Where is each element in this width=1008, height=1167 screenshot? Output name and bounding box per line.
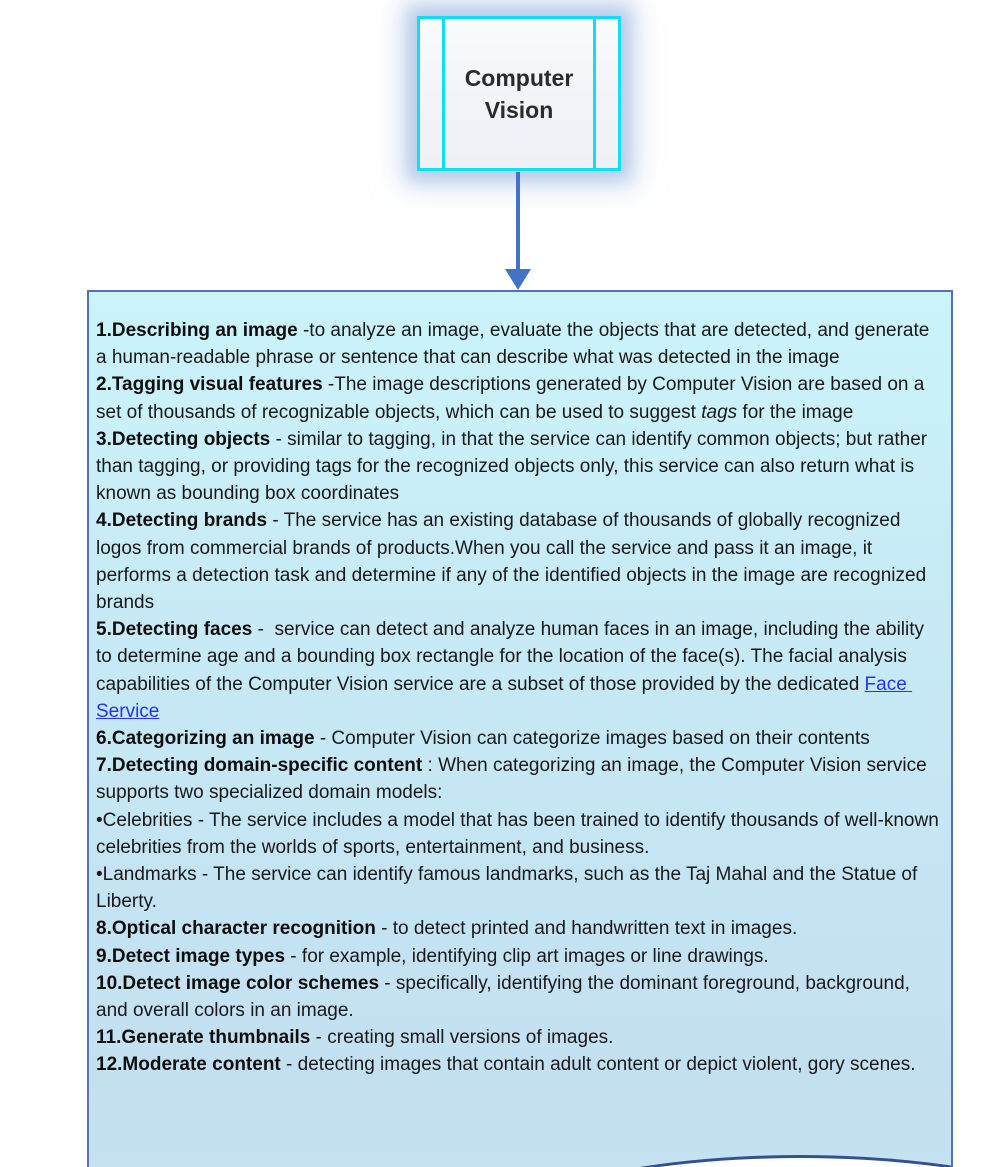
capability-item bbox=[96, 1051, 945, 1078]
capability-text: - Computer Vision can categorize images based on their contents bbox=[314, 728, 870, 750]
capability-item bbox=[96, 616, 945, 725]
capability-item bbox=[96, 970, 945, 1024]
capability-item bbox=[96, 752, 945, 806]
capability-label: 7.Detecting domain-specific content bbox=[96, 755, 423, 777]
capability-label: 11.Generate thumbnails bbox=[96, 1027, 311, 1049]
capability-text: - The service has an existing database of thousands of globally recognized logos from commercial brands of products.When you call the service and pass it an image, it performs a detection task and determine if any of the identified objects in the image are recognized brands bbox=[96, 510, 932, 614]
node-title: Computer Vision bbox=[464, 64, 574, 123]
capability-text: •Landmarks - The service can identify famous landmarks, such as the Taj Mahal and the Statue of Liberty. bbox=[96, 864, 923, 913]
capability-text: -The image descriptions generated by Computer Vision are based on a set of thousands of recognizable objects, which can be used to suggest bbox=[96, 374, 930, 423]
capability-bullet-landmarks bbox=[96, 861, 945, 915]
capability-label: 1.Describing an image bbox=[96, 320, 298, 341]
capability-item bbox=[96, 371, 945, 425]
capability-text: - service can detect and analyze human faces in an image, including the ability to determine age and a bounding box rectangle for the location of the face(s). The facial analysis capabilities of the Computer Vision service are a subset of those provided by the dedicated bbox=[96, 619, 930, 695]
capability-label: 2.Tagging visual features bbox=[96, 374, 323, 396]
capabilities-panel bbox=[87, 290, 953, 1167]
node-inner-line-right bbox=[593, 19, 596, 168]
capability-item bbox=[96, 426, 945, 508]
capability-bullet-celebrities bbox=[96, 807, 945, 861]
capability-label: 5.Detecting faces bbox=[96, 619, 253, 641]
capability-text: : When categorizing an image, the Computer Vision service supports two specialized domain models: bbox=[96, 755, 932, 804]
arrow-down-icon bbox=[505, 269, 531, 290]
capability-text: -to analyze an image, evaluate the objects that are detected, and generate a human-readable phrase or sentence that can describe what was detected in the image bbox=[96, 320, 935, 369]
capability-label: 3.Detecting objects bbox=[96, 428, 271, 450]
capability-label: 10.Detect image color schemes bbox=[96, 972, 380, 994]
capability-text: - for example, identifying clip art images or line drawings. bbox=[285, 945, 769, 967]
partial-ellipse-shape bbox=[470, 1155, 953, 1167]
capability-text: •Celebrities - The service includes a model that has been trained to identify thousands of well-known celebrities from the worlds of sports, entertainment, and business. bbox=[96, 809, 945, 858]
capability-item bbox=[96, 1024, 945, 1051]
capability-item bbox=[96, 943, 945, 970]
capability-italic-text: tags bbox=[701, 401, 738, 423]
capability-text: - similar to tagging, in that the service can identify common objects; but rather than tagging, or providing tags for the recognized objects only, this service can also return what is known as bounding box coordinates bbox=[96, 428, 933, 505]
connector-line bbox=[516, 172, 520, 270]
capability-label: 8.Optical character recognition bbox=[96, 918, 376, 940]
face-service-link[interactable]: Face Service bbox=[96, 673, 913, 722]
capability-item bbox=[96, 317, 945, 371]
capability-label: 4.Detecting brands bbox=[96, 510, 268, 532]
capability-text: - specifically, identifying the dominant foreground, background, and overall colors in an image. bbox=[96, 972, 916, 1022]
computer-vision-node bbox=[417, 16, 621, 171]
capability-item bbox=[96, 915, 945, 942]
capability-text: - to detect printed and handwritten text in images. bbox=[375, 918, 798, 940]
capability-text: - detecting images that contain adult content or depict violent, gory scenes. bbox=[280, 1054, 916, 1076]
node-inner-line-left bbox=[442, 19, 445, 168]
capability-label: 12.Moderate content bbox=[96, 1054, 281, 1076]
capability-text: - creating small versions of images. bbox=[310, 1027, 614, 1049]
capability-item bbox=[96, 507, 945, 616]
capability-label: 9.Detect image types bbox=[96, 945, 286, 967]
capability-item bbox=[96, 725, 945, 752]
capability-label: 6.Categorizing an image bbox=[96, 728, 315, 750]
capability-text: for the image bbox=[737, 401, 854, 423]
